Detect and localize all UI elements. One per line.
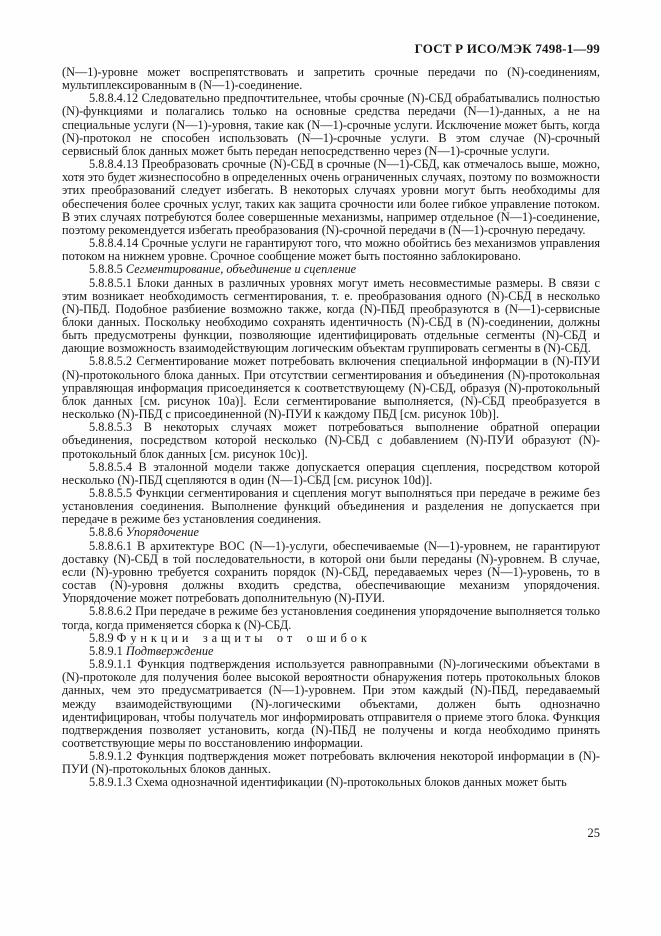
paragraph: 5.8.8.5.2 Сегментирование может потребовать включения специальной информации в (N)-ПУИ (N)-протокольного блока данных. При отсутствии сегментирования и объединения (N)-протокольная управляющая информация присоединяется к соответствующему (N)-СБД, образуя (N)-протокольный блок данных [см. рисунок 10a)]. Если сегментирование выполняется, (N)-СБД преобразуется в несколько (N)-ПБД с присоединенной (N)-ПУИ к каждому ПБД [см. рисунок 10b)]. bbox=[62, 354, 600, 422]
page-number: 25 bbox=[587, 826, 600, 840]
paragraph: 5.8.8.5.4 В эталонной модели также допускается операция сцепления, посредством которой несколько (N)-ПБД сцепляются в один (N—1)-СБД [см. рисунок 10d)]. bbox=[62, 459, 600, 487]
section-number: 5.8.8.6 bbox=[89, 525, 123, 540]
paragraph: 5.8.8.5.3 В некоторых случаях может потребоваться выполнение обратной операции объединения, посредством которой несколько (N)-СБД с добавлением (N)-ПУИ образуют (N)-протокольный блок данных [см. рисунок 10c)]. bbox=[62, 420, 600, 461]
paragraph: 5.8.8.4.13 Преобразовать срочные (N)-СБД в срочные (N—1)-СБД, как отмечалось выше, можно, хотя это будет жизнеспособно в определенных очень ограниченных случаях, поэтому по возможности этих преобразований следует избегать. В некоторых случаях уровни могут быть необходимы для обеспечения более срочных услуг, таких как защита срочности или более гибкое управление потоком. В этих случаях потребуются более совершенные механизмы, например отдельное (N—1)-соединение, поэтому рекомендуется избегать преобразования (N)-срочной передачи в (N—1)-срочную передачу. bbox=[62, 157, 600, 237]
section-title: Функции защиты от ошибок bbox=[116, 630, 371, 645]
section-number: 5.8.8.5 bbox=[89, 262, 123, 277]
paragraph: (N—1)-уровне может воспрепятствовать и запретить срочные передачи по (N)-соединениям, мультиплексированным в (N—1)-соединение. bbox=[62, 65, 600, 93]
document-header: ГОСТ Р ИСО/МЭК 7498-1—99 bbox=[414, 41, 600, 56]
section-title: Сегментирование, объединение и сцепление bbox=[125, 262, 357, 277]
section-title: Упорядочение bbox=[125, 525, 199, 540]
document-body-text bbox=[62, 66, 600, 790]
paragraph: 5.8.8.6.2 При передаче в режиме без установления соединения упорядочение выполняется только тогда, когда применяется сборка к (N)-СБД. bbox=[62, 604, 600, 632]
section-heading bbox=[62, 526, 600, 539]
paragraph: 5.8.9.1.1 Функция подтверждения используется равноправными (N)-логическими объектами в (N)-протоколе для получения более высокой вероятности обнаружения потерь протокольных блоков данных, чем это предусматривается (N—1)-уровнем. При этом каждый (N)-ПБД, передаваемый между взаимодействующими (N)-логическими объектами, должен быть однозначно идентифицирован, чтобы получатель мог информировать отправителя о приеме этого блока. Функция подтверждения позволяет установить, когда (N)-ПБД не получены и когда необходимо принять соответствующие меры по восстановлению информации. bbox=[62, 657, 600, 750]
section-number: 5.8.9 bbox=[89, 630, 114, 645]
paragraph: 5.8.8.5.1 Блоки данных в различных уровнях могут иметь несовместимые размеры. В связи с этим возникает необходимость сегментирования, т. е. преобразования одного (N)-СБД в несколько (N)-ПБД. Подобное разбиение возможно также, когда (N)-ПБД преобразуются в (N—1)-сервисные блоки данных. Поскольку необходимо сохранять идентичность (N)-СБД в (N)-соединении, должны быть предусмотрены функции, позволяющие идентифицировать отдельные сегменты (N)-СБД и дающие возможность взаимодействующим логическим объектам группировать сегменты в (N)-СБД. bbox=[62, 275, 600, 356]
paragraph: 5.8.9.1.3 Схема однозначной идентификации (N)-протокольных блоков данных может быть bbox=[89, 775, 567, 790]
section-heading bbox=[62, 263, 600, 276]
paragraph: 5.8.8.4.12 Следовательно предпочтительнее, чтобы срочные (N)-СБД обрабатывались полностью (N)-функциями и полагались только на основные средства передачи (N—1)-данных, а не на специальные услуги (N—1)-уровня, такие как (N—1)-срочные услуги. Исключение может быть, когда (N)-протокол не способен использовать (N—1)-срочные услуги. В этом случае (N)-срочный сервисный блок данных может быть передан непосредственно через (N—1)-срочные услуги. bbox=[62, 91, 600, 158]
paragraph: 5.8.9.1.2 Функция подтверждения может потребовать включения некоторой информации в (N)-ПУИ (N)-протокольных блоков данных. bbox=[62, 749, 600, 777]
paragraph: 5.8.8.6.1 В архитектуре ВОС (N—1)-услуги, обеспечиваемые (N—1)-уровнем, не гарантируют доставку (N)-СБД в той последовательности, в которой они были переданы (N)-уровнем. В случае, если (N)-уровню требуется сохранить порядок (N)-СБД, передаваемых через (N—1)-уровень, то в состав (N)-уровня должны входить средства, обеспечивающие механизм упорядочения. Упорядочение может потребовать дополнительную (N)-ПУИ. bbox=[62, 538, 600, 606]
section-title: Подтверждение bbox=[125, 643, 214, 658]
paragraph: 5.8.8.4.14 Срочные услуги не гарантируют того, что можно обойтись без механизмов управления потоком на нижнем уровне. Срочное сообщение может быть постоянно заблокировано. bbox=[62, 236, 600, 264]
section-number: 5.8.9.1 bbox=[89, 643, 123, 658]
paragraph: 5.8.8.5.5 Функции сегментирования и сцепления могут выполняться при передаче в режиме без установления соединения. Выполнение функций объединения и разделения не допускается при передаче в режиме без установления соединения. bbox=[62, 486, 600, 527]
